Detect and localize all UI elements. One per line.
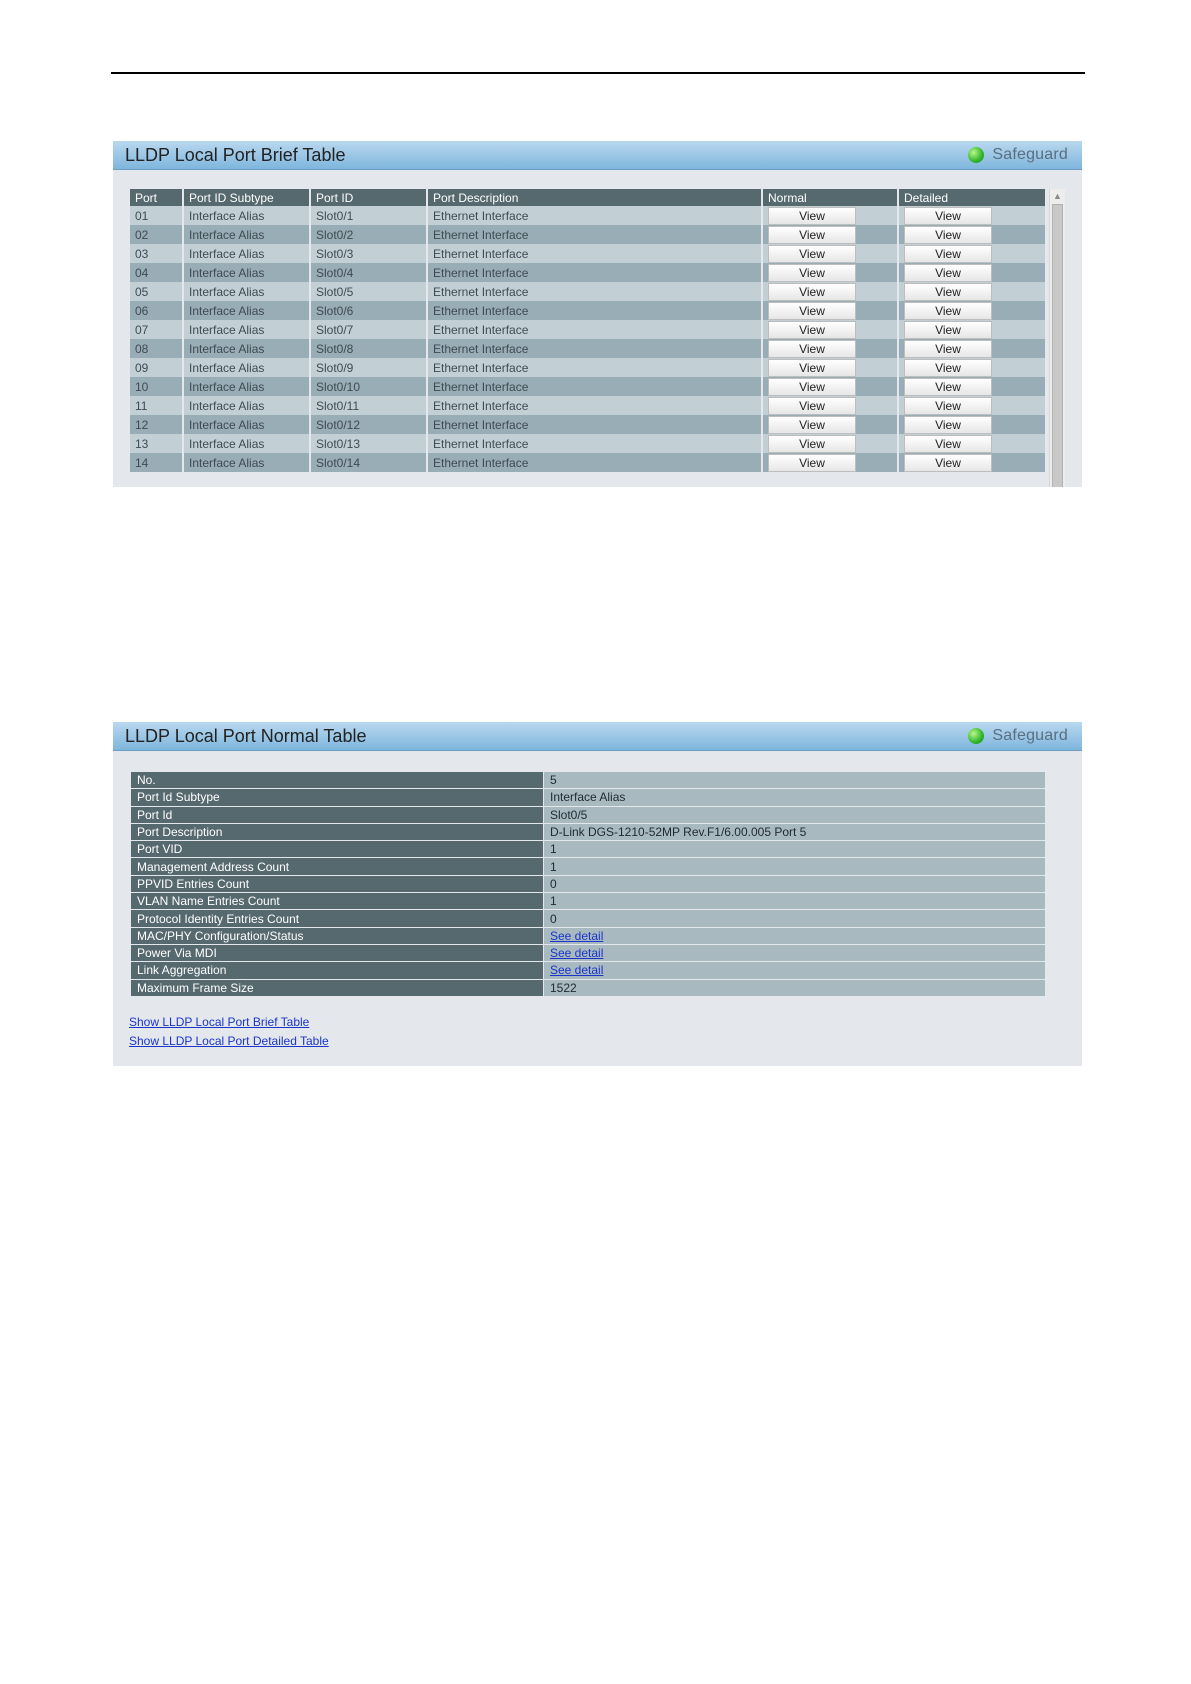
table-row [131,893,1046,910]
field-label-management-address-count: Management Address Count [131,858,544,875]
detailed-view-button[interactable]: View [904,245,992,263]
cell-port-description: Ethernet Interface [427,206,762,225]
field-value-port-vid: 1 [544,841,1046,858]
cell-port: 05 [130,282,183,301]
cell-port-id-subtype: Interface Alias [183,301,310,320]
normal-view-button[interactable]: View [768,207,856,225]
normal-cell [762,396,898,415]
cell-port: 01 [130,206,183,225]
field-value-protocol-identity-entries-count: 0 [544,910,1046,927]
normal-cell [762,282,898,301]
cell-port: 08 [130,339,183,358]
safeguard-label: Safeguard [992,146,1068,163]
panel-title: LLDP Local Port Normal Table [125,726,367,746]
normal-cell [762,301,898,320]
cell-port: 02 [130,225,183,244]
normal-view-button[interactable]: View [768,245,856,263]
table-row [130,396,1046,415]
normal-cell [762,358,898,377]
table-row [130,206,1046,225]
field-label-ppvid-entries-count: PPVID Entries Count [131,875,544,892]
link-aggregation-see-detail-link[interactable]: See detail [550,963,604,978]
column-header-port-id-subtype: Port ID Subtype [183,189,310,206]
scrollbar-thumb[interactable] [1052,204,1063,487]
detailed-cell [898,244,1046,263]
field-value-mac-phy [544,927,1046,944]
column-header-detailed: Detailed [898,189,1046,206]
cell-port-id-subtype: Interface Alias [183,282,310,301]
column-header-normal: Normal [762,189,898,206]
cell-port: 07 [130,320,183,339]
cell-port-description: Ethernet Interface [427,320,762,339]
detailed-view-button[interactable]: View [904,454,992,472]
detailed-view-button[interactable]: View [904,378,992,396]
scroll-up-arrow-icon[interactable]: ▲ [1053,191,1062,201]
cell-port-description: Ethernet Interface [427,339,762,358]
table-row [130,301,1046,320]
safeguard-label: Safeguard [992,727,1068,744]
safeguard-status-icon [968,147,984,163]
normal-cell [762,415,898,434]
field-label-port-id: Port Id [131,806,544,823]
table-row [130,377,1046,396]
normal-view-button[interactable]: View [768,435,856,453]
field-value-vlan-name-entries-count: 1 [544,893,1046,910]
cell-port-id-subtype: Interface Alias [183,396,310,415]
lldp-local-port-brief-panel [113,141,1082,487]
detailed-view-button[interactable]: View [904,226,992,244]
cell-port-description: Ethernet Interface [427,301,762,320]
page-top-rule [111,72,1085,74]
cell-port-id-subtype: Interface Alias [183,339,310,358]
table-row [131,823,1046,840]
cell-port-id-subtype: Interface Alias [183,358,310,377]
table-row [130,415,1046,434]
cell-port-description: Ethernet Interface [427,263,762,282]
cell-port-id: Slot0/3 [310,244,427,263]
cell-port-id: Slot0/4 [310,263,427,282]
table-header-row [130,189,1046,206]
detailed-cell [898,396,1046,415]
cell-port: 04 [130,263,183,282]
table-row [131,841,1046,858]
table-row [131,962,1046,979]
cell-port: 13 [130,434,183,453]
table-row [130,320,1046,339]
field-label-mac-phy: MAC/PHY Configuration/Status [131,927,544,944]
detailed-view-button[interactable]: View [904,340,992,358]
field-value-ppvid-entries-count: 0 [544,875,1046,892]
field-value-power-via-mdi [544,944,1046,961]
field-label-protocol-identity-entries-count: Protocol Identity Entries Count [131,910,544,927]
normal-view-button[interactable]: View [768,283,856,301]
normal-cell [762,320,898,339]
safeguard-indicator [968,727,1068,745]
cell-port-description: Ethernet Interface [427,396,762,415]
mac-phy-see-detail-link[interactable]: See detail [550,928,604,943]
normal-view-button[interactable]: View [768,321,856,339]
table-row [131,858,1046,875]
table-row [130,453,1046,472]
cell-port-id-subtype: Interface Alias [183,415,310,434]
normal-view-button[interactable]: View [768,397,856,415]
table-row [130,244,1046,263]
cell-port-id-subtype: Interface Alias [183,377,310,396]
power-via-mdi-see-detail-link[interactable]: See detail [550,946,604,961]
table-row [130,263,1046,282]
normal-view-button[interactable]: View [768,454,856,472]
detailed-cell [898,377,1046,396]
normal-view-button[interactable]: View [768,264,856,282]
normal-view-button[interactable]: View [768,416,856,434]
detailed-cell [898,415,1046,434]
cell-port-id: Slot0/14 [310,453,427,472]
cell-port-description: Ethernet Interface [427,225,762,244]
detailed-view-button[interactable]: View [904,264,992,282]
cell-port-id-subtype: Interface Alias [183,244,310,263]
cell-port-id: Slot0/1 [310,206,427,225]
table-row [130,339,1046,358]
normal-view-button[interactable]: View [768,359,856,377]
table-row [131,806,1046,823]
footer-links [129,1013,329,1051]
normal-cell [762,377,898,396]
normal-cell [762,244,898,263]
cell-port: 10 [130,377,183,396]
field-label-port-description: Port Description [131,823,544,840]
cell-port: 03 [130,244,183,263]
detailed-view-button[interactable]: View [904,302,992,320]
cell-port-id: Slot0/11 [310,396,427,415]
normal-view-button[interactable]: View [768,302,856,320]
detailed-cell [898,358,1046,377]
safeguard-status-icon [968,728,984,744]
detailed-cell [898,225,1046,244]
normal-cell [762,263,898,282]
cell-port-description: Ethernet Interface [427,377,762,396]
table-row [130,434,1046,453]
detailed-view-button[interactable]: View [904,321,992,339]
table-row [130,358,1046,377]
cell-port: 11 [130,396,183,415]
detailed-cell [898,282,1046,301]
normal-view-button[interactable]: View [768,226,856,244]
cell-port-id-subtype: Interface Alias [183,320,310,339]
cell-port-id: Slot0/5 [310,282,427,301]
field-value-port-id-subtype: Interface Alias [544,789,1046,806]
normal-cell [762,434,898,453]
column-header-port-description: Port Description [427,189,762,206]
cell-port-description: Ethernet Interface [427,244,762,263]
cell-port-id-subtype: Interface Alias [183,263,310,282]
cell-port: 12 [130,415,183,434]
detailed-cell [898,339,1046,358]
detailed-view-button[interactable]: View [904,397,992,415]
field-label-link-aggregation: Link Aggregation [131,962,544,979]
detailed-cell [898,434,1046,453]
field-label-power-via-mdi: Power Via MDI [131,944,544,961]
detailed-cell [898,263,1046,282]
panel-title: LLDP Local Port Brief Table [125,145,346,165]
cell-port: 14 [130,453,183,472]
cell-port-id: Slot0/13 [310,434,427,453]
brief-table [130,189,1047,472]
cell-port-id: Slot0/10 [310,377,427,396]
detailed-view-button[interactable]: View [904,435,992,453]
cell-port-id-subtype: Interface Alias [183,434,310,453]
field-label-vlan-name-entries-count: VLAN Name Entries Count [131,893,544,910]
detailed-view-button[interactable]: View [904,283,992,301]
field-value-no: 5 [544,772,1046,789]
panel-header [113,722,1082,751]
field-label-maximum-frame-size: Maximum Frame Size [131,979,544,996]
cell-port-description: Ethernet Interface [427,282,762,301]
detailed-view-button[interactable]: View [904,359,992,377]
cell-port-id: Slot0/12 [310,415,427,434]
cell-port-description: Ethernet Interface [427,434,762,453]
cell-port-id-subtype: Interface Alias [183,453,310,472]
table-scrollbar[interactable] [1049,189,1065,487]
show-brief-table-link[interactable]: Show LLDP Local Port Brief Table [129,1015,310,1029]
lldp-local-port-normal-panel [113,722,1082,1066]
normal-view-button[interactable]: View [768,340,856,358]
show-detailed-table-link[interactable]: Show LLDP Local Port Detailed Table [129,1034,329,1048]
cell-port-id: Slot0/6 [310,301,427,320]
detailed-view-button[interactable]: View [904,416,992,434]
cell-port-id: Slot0/9 [310,358,427,377]
table-row [131,979,1046,996]
field-label-port-id-subtype: Port Id Subtype [131,789,544,806]
field-value-management-address-count: 1 [544,858,1046,875]
cell-port-description: Ethernet Interface [427,358,762,377]
normal-table [130,771,1046,997]
normal-view-button[interactable]: View [768,378,856,396]
field-value-maximum-frame-size: 1522 [544,979,1046,996]
field-value-link-aggregation [544,962,1046,979]
cell-port-id: Slot0/7 [310,320,427,339]
cell-port-id-subtype: Interface Alias [183,225,310,244]
cell-port-id: Slot0/2 [310,225,427,244]
detailed-cell [898,453,1046,472]
table-row [131,789,1046,806]
cell-port-id-subtype: Interface Alias [183,206,310,225]
normal-cell [762,225,898,244]
field-label-no: No. [131,772,544,789]
cell-port-id: Slot0/8 [310,339,427,358]
cell-port-description: Ethernet Interface [427,415,762,434]
normal-cell [762,453,898,472]
normal-cell [762,206,898,225]
table-row [131,772,1046,789]
cell-port: 06 [130,301,183,320]
field-value-port-description: D-Link DGS-1210-52MP Rev.F1/6.00.005 Port 5 [544,823,1046,840]
table-row [131,944,1046,961]
cell-port: 09 [130,358,183,377]
table-row [130,225,1046,244]
table-row [130,282,1046,301]
cell-port-description: Ethernet Interface [427,453,762,472]
detailed-cell [898,320,1046,339]
table-row [131,875,1046,892]
detailed-cell [898,206,1046,225]
safeguard-indicator [968,146,1068,164]
field-value-port-id: Slot0/5 [544,806,1046,823]
detailed-view-button[interactable]: View [904,207,992,225]
detailed-cell [898,301,1046,320]
panel-header [113,141,1082,170]
field-label-port-vid: Port VID [131,841,544,858]
column-header-port: Port [130,189,183,206]
table-row [131,910,1046,927]
column-header-port-id: Port ID [310,189,427,206]
normal-cell [762,339,898,358]
table-row [131,927,1046,944]
